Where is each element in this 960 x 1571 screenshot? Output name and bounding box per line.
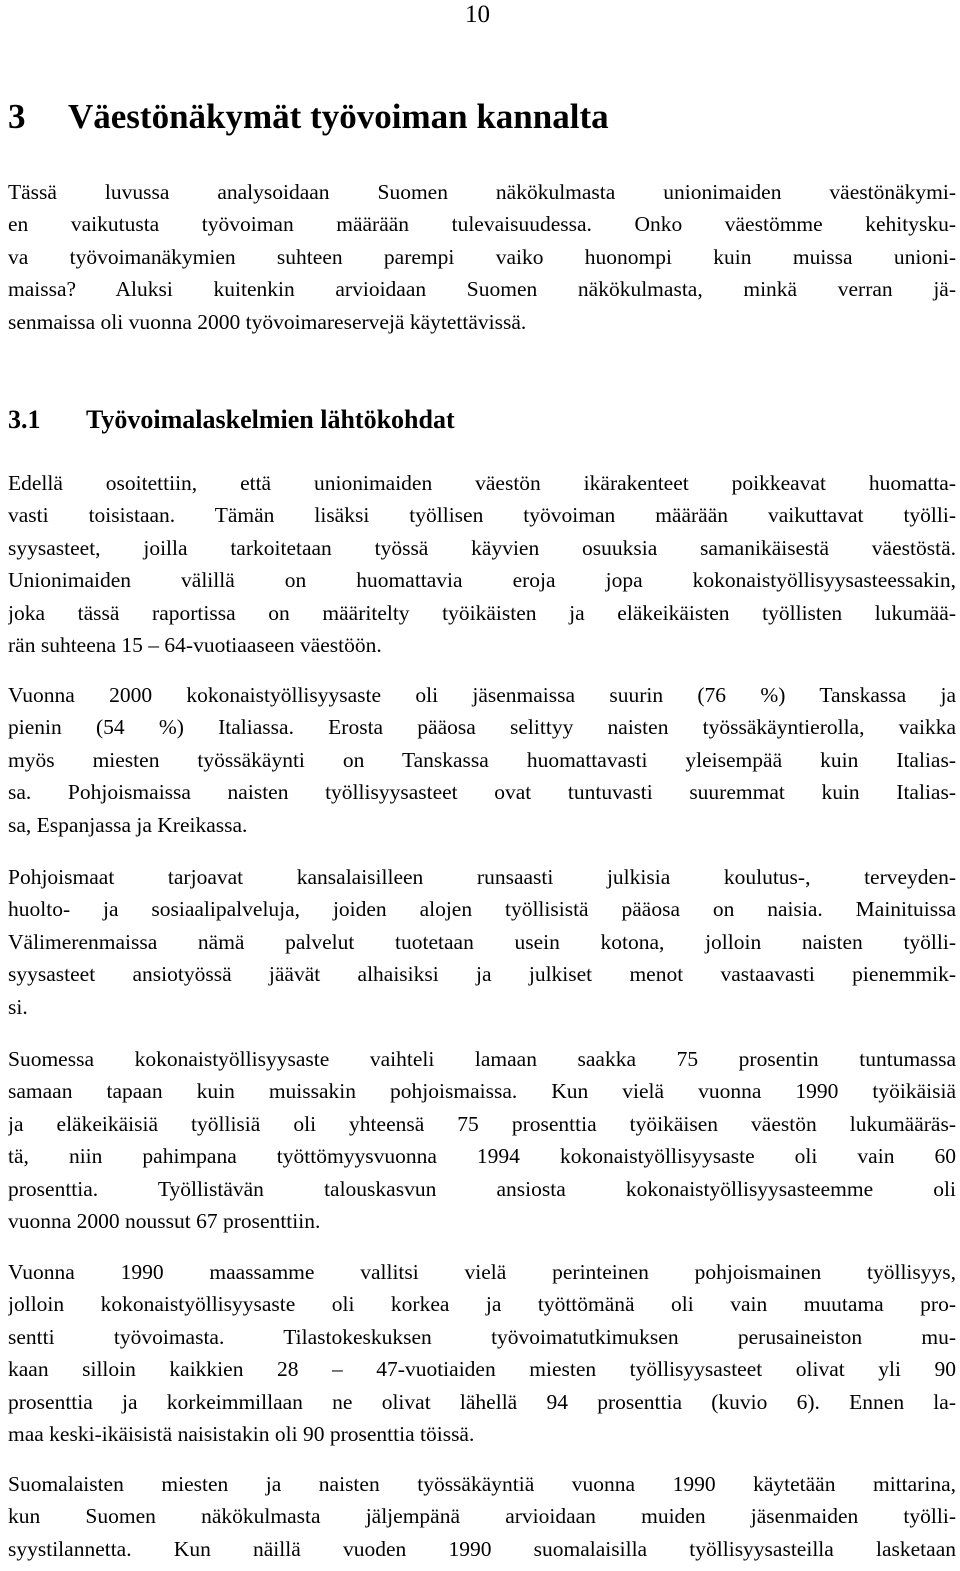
paragraph-2	[8, 679, 956, 841]
text-line: pienin (54 %) Italiassa. Erosta pääosa selittyy naisten työssäkäyntierolla, vaikka	[8, 715, 956, 740]
text-line: vuonna 2000 noussut 67 prosenttiin.	[8, 1208, 321, 1233]
chapter-number: 3	[8, 97, 26, 136]
text-line: joka tässä raportissa on määritelty työikäisten ja eläkeikäisten työllisten lukumää-	[8, 600, 956, 625]
text-line: maa keski-ikäisistä naisistakin oli 90 prosenttia töissä.	[8, 1421, 475, 1446]
text-line: sentti työvoimasta. Tilastokeskuksen työvoimatutkimuksen perusaineiston mu-	[8, 1324, 956, 1349]
text-line: Suomessa kokonaistyöllisyysaste vaihteli lamaan saakka 75 prosentin tuntumassa	[8, 1047, 956, 1071]
text-line: syysasteet ansiotyössä jäävät alhaisiksi ja julkiset menot vastaavasti pienemmik-	[8, 962, 956, 987]
text-line: rän suhteena 15 – 64-vuotiaaseen väestöön.	[8, 632, 382, 657]
section-number: 3.1	[8, 405, 41, 434]
text-line: Tässä luvussa analysoidaan Suomen näkökulmasta unionimaiden väestönäkymi-	[8, 180, 956, 204]
text-line: sa. Pohjoismaissa naisten työllisyysasteet ovat tuntuvasti suuremmat kuin Italias-	[8, 780, 956, 805]
text-line: Vuonna 2000 kokonaistyöllisyysaste oli jäsenmaissa suurin (76 %) Tanskassa ja	[8, 683, 956, 707]
paragraph-4	[8, 1043, 956, 1237]
text-line: Suomalaisten miesten ja naisten työssäkäyntiä vuonna 1990 käytetään mittarina,	[8, 1472, 956, 1496]
text-line: Pohjoismaat tarjoavat kansalaisilleen runsaasti julkisia koulutus-, terveyden-	[8, 865, 956, 889]
text-line: senmaissa oli vuonna 2000 työvoimareservejä käytettävissä.	[8, 309, 527, 334]
text-line: huolto- ja sosiaalipalveluja, joiden alojen työllisistä pääosa on naisia. Mainituissa	[8, 897, 956, 922]
text-line: vasti toisistaan. Tämän lisäksi työllisen työvoiman määrään vaikuttavat työlli-	[8, 503, 956, 528]
section-title: Työvoimalaskelmien lähtökohdat	[86, 405, 455, 434]
text-line: kun Suomen näkökulmasta jäljempänä arvioidaan muiden jäsenmaiden työlli-	[8, 1504, 956, 1529]
text-line: prosenttia. Työllistävän talouskasvun ansiosta kokonaistyöllisyysasteemme oli	[8, 1176, 956, 1201]
paragraph-3	[8, 861, 956, 1023]
text-line: maissa? Aluksi kuitenkin arvioidaan Suomen näkökulmasta, minkä verran jä-	[8, 277, 956, 302]
paragraph-6	[8, 1468, 956, 1565]
text-line: ja eläkeikäisiä työllisiä oli yhteensä 75 prosenttia työikäisen väestön lukumääräs-	[8, 1111, 956, 1136]
text-line: samaan tapaan kuin muissakin pohjoismaissa. Kun vielä vuonna 1990 työikäisiä	[8, 1079, 956, 1104]
text-line: myös miesten työssäkäynti on Tanskassa huomattavasti yleisempää kuin Italias-	[8, 747, 956, 772]
text-line: syystilannetta. Kun näillä vuoden 1990 suomalaisilla työllisyysasteilla lasketaan	[8, 1536, 956, 1561]
text-line: prosenttia ja korkeimmillaan ne olivat lähellä 94 prosenttia (kuvio 6). Ennen la-	[8, 1389, 956, 1414]
section-heading	[8, 402, 455, 438]
paragraph-1	[8, 467, 956, 661]
text-line: en vaikutusta työvoiman määrään tulevaisuudessa. Onko väestömme kehitysku-	[8, 212, 956, 237]
paragraph-intro	[8, 176, 956, 338]
chapter-title: Väestönäkymät työvoiman kannalta	[68, 97, 609, 136]
text-line: jolloin kokonaistyöllisyysaste oli korkea ja työttömänä oli vain muutama pro-	[8, 1292, 956, 1317]
text-line: Edellä osoitettiin, että unionimaiden väestön ikärakenteet poikkeavat huomatta-	[8, 471, 956, 495]
page-number: 10	[465, 1, 490, 28]
paragraph-5	[8, 1256, 956, 1450]
text-line: si.	[8, 994, 28, 1019]
text-line: Välimerenmaissa nämä palvelut tuotetaan usein kotona, jolloin naisten työlli-	[8, 929, 956, 954]
text-line: syysasteet, joilla tarkoitetaan työssä käyvien osuuksia samanikäisestä väestöstä.	[8, 535, 956, 560]
text-line: Unionimaiden välillä on huomattavia eroja jopa kokonaistyöllisyysasteessakin,	[8, 568, 956, 593]
text-line: sa, Espanjassa ja Kreikassa.	[8, 812, 248, 837]
text-line: kaan silloin kaikkien 28 – 47-vuotiaiden miesten työllisyysasteet olivat yli 90	[8, 1357, 956, 1382]
chapter-heading	[8, 95, 609, 139]
text-line: va työvoimanäkymien suhteen parempi vaiko huonompi kuin muissa unioni-	[8, 244, 956, 269]
text-line: Vuonna 1990 maassamme vallitsi vielä perinteinen pohjoismainen työllisyys,	[8, 1260, 956, 1284]
text-line: tä, niin pahimpana työttömyysvuonna 1994 kokonaistyöllisyysaste oli vain 60	[8, 1144, 956, 1169]
